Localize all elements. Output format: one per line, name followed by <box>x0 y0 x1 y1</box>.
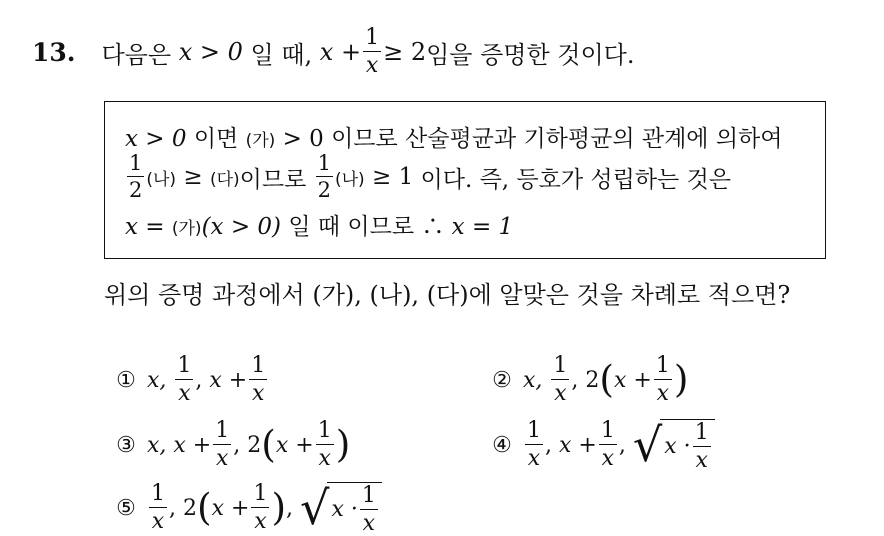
option-5-a-num: 1 <box>151 481 165 506</box>
stem-frac-den: x <box>365 53 379 78</box>
stem-expr-right: ≥ 2 <box>383 38 427 66</box>
blank-na-2: (나) <box>335 169 365 190</box>
option-5-b-den: x <box>254 509 267 534</box>
option-5-sqrt <box>300 482 382 535</box>
option-1-mark: ① <box>116 367 136 393</box>
proof-l1-cond: x > 0 <box>125 126 187 152</box>
option-5-coef: 2 <box>183 495 197 521</box>
proof-l3-result: x = 1 <box>451 214 514 240</box>
option-1-comma: , <box>195 367 203 393</box>
option-3-b-den: x <box>216 446 229 471</box>
proof-l1-ineq: > 0 <box>282 126 324 152</box>
option-1-c-pre: x + <box>209 367 248 393</box>
option-2-b-den: x <box>554 381 567 406</box>
option-5-radicand <box>327 482 381 535</box>
option-3-b-pre: x + <box>173 432 212 458</box>
option-2-c-num: 1 <box>655 353 670 378</box>
option-4-radicand <box>660 419 714 472</box>
option-5-s-frac <box>360 482 378 536</box>
proof-line-1 <box>125 120 782 153</box>
option-1-b-num: 1 <box>177 353 192 378</box>
proof-l2-text: 이므로 <box>239 166 307 193</box>
proof-l2-half2-num: 1 <box>317 151 331 175</box>
option-2[interactable] <box>488 352 688 408</box>
option-4-b-num: 1 <box>600 418 615 443</box>
proof-l1-text: 이면 <box>193 126 239 152</box>
option-1-c-frac <box>249 355 267 405</box>
option-3-lparen: ( <box>261 422 276 467</box>
option-5-lparen: ( <box>197 485 212 530</box>
option-5-b-frac <box>251 483 269 533</box>
option-2-c-frac <box>654 355 672 405</box>
question-prompt: 위의 증명 과정에서 (가), (나), (다)에 알맞은 것을 차례로 적으면? <box>104 281 791 309</box>
proof-l2-text2: 이다. 즉, 등호가 성립하는 것은 <box>420 166 732 193</box>
option-4-comma1: , <box>545 432 552 458</box>
option-4-s-den: x <box>695 447 708 473</box>
proof-l3-text: 일 때 이므로 <box>288 214 415 240</box>
blank-da: (다) <box>209 169 240 190</box>
option-3-comma: , <box>233 432 241 458</box>
option-4-a-den: x <box>527 446 541 471</box>
option-4-b-den: x <box>601 446 615 471</box>
option-5-s-num: 1 <box>361 482 376 508</box>
option-5-mark: ⑤ <box>116 495 136 521</box>
option-1[interactable] <box>112 352 269 408</box>
option-5-a <box>149 483 167 533</box>
option-1-b-den: x <box>178 381 191 406</box>
option-5-s-den: x <box>362 510 376 536</box>
option-4-s-pre: x · <box>664 434 691 459</box>
proof-l3-eq: x = <box>125 214 165 240</box>
option-3[interactable] <box>112 417 350 473</box>
option-4-a-num: 1 <box>527 418 541 443</box>
option-3-mark: ③ <box>116 432 136 458</box>
option-1-c-den: x <box>252 381 265 406</box>
proof-l2-half-num: 1 <box>129 151 143 175</box>
option-4-mark: ④ <box>492 432 512 458</box>
stem-fraction <box>363 27 381 77</box>
option-2-c-den: x <box>656 381 670 406</box>
proof-line-2 <box>125 152 731 202</box>
therefore-symbol: ∴ <box>421 214 445 240</box>
option-5-comma2: , <box>286 495 294 521</box>
proof-l2-half-den: 2 <box>129 178 143 202</box>
question-number: 13. <box>32 37 76 67</box>
option-3-c-den: x <box>318 446 331 471</box>
option-1-a: x, <box>147 367 167 393</box>
option-3-b-num: 1 <box>215 418 230 443</box>
blank-na: (나) <box>146 169 177 190</box>
proof-l2-half2-den: 2 <box>317 178 331 202</box>
proof-line-3 <box>125 208 513 241</box>
option-1-b <box>175 355 193 405</box>
option-2-a: x, <box>523 367 543 393</box>
option-3-coef: 2 <box>247 432 262 458</box>
option-4-s-frac <box>693 419 711 473</box>
option-2-c-pre: x + <box>614 367 652 393</box>
option-2-comma: , <box>571 367 579 393</box>
option-5-b-num: 1 <box>253 481 268 506</box>
proof-l1-text2: 이므로 산술평균과 기하평균의 관계에 의하여 <box>331 126 783 152</box>
option-5-a-den: x <box>151 509 165 534</box>
option-2-b-num: 1 <box>553 353 568 378</box>
stem-text-pre: 다음은 <box>101 40 172 69</box>
option-4-b-frac <box>599 420 617 470</box>
blank-ga-2: (가) <box>171 219 202 239</box>
stem-text-mid: 일 때, <box>250 40 313 69</box>
option-4-a <box>525 420 543 470</box>
stem-condition: x > 0 <box>178 38 243 66</box>
stem-expr-left: x + <box>319 38 362 66</box>
option-3-a: x, <box>147 432 167 458</box>
option-3-c-pre: x + <box>275 432 314 458</box>
proof-box <box>104 101 826 259</box>
radical-symbol: √ <box>300 480 330 535</box>
proof-l2-ineq: ≥ 1 <box>372 164 414 190</box>
option-1-c-num: 1 <box>251 353 266 378</box>
option-4-b-pre: x + <box>559 432 597 458</box>
proof-l3-cond: (x > 0) <box>201 214 282 240</box>
stem-frac-num: 1 <box>365 25 380 50</box>
option-4[interactable] <box>488 417 715 473</box>
option-5[interactable] <box>112 480 382 536</box>
option-5-b-pre: x + <box>211 495 250 521</box>
proof-l2-half2 <box>316 153 333 201</box>
blank-ga: (가) <box>245 131 276 151</box>
proof-l2-geq: ≥ <box>183 164 203 190</box>
question-stem <box>32 24 634 80</box>
option-2-coef: 2 <box>585 367 600 393</box>
option-4-comma2: , <box>618 432 626 458</box>
option-3-c-frac <box>316 420 334 470</box>
radical-symbol: √ <box>632 417 663 472</box>
option-3-rparen: ) <box>335 422 351 467</box>
option-2-rparen: ) <box>673 357 689 402</box>
option-3-b-frac <box>213 420 231 470</box>
option-4-s-num: 1 <box>694 419 709 445</box>
option-3-c-num: 1 <box>317 418 332 443</box>
option-5-s-pre: x · <box>331 497 358 522</box>
option-4-sqrt <box>633 419 715 472</box>
proof-l2-half <box>127 153 144 201</box>
option-2-b <box>551 355 569 405</box>
stem-text-post: 임을 증명한 것이다. <box>426 40 635 69</box>
option-2-lparen: ( <box>599 357 614 402</box>
option-5-comma1: , <box>169 495 176 521</box>
option-2-mark: ② <box>492 367 512 393</box>
option-5-rparen: ) <box>271 485 287 530</box>
